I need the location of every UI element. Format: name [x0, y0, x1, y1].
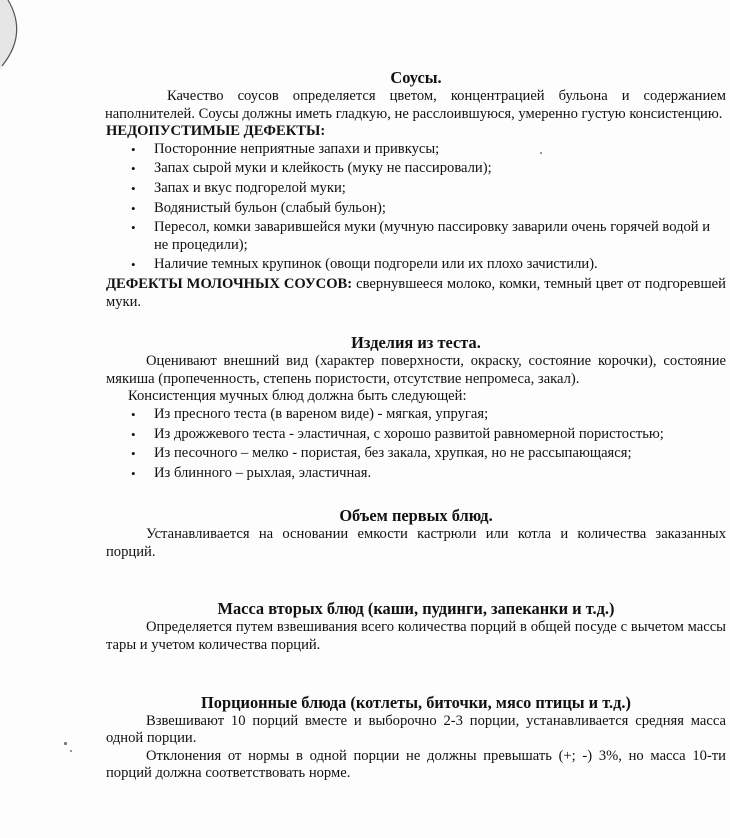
section-title-second-courses: Масса вторых блюд (каши, пудинги, запеканки и т.д.) [217, 599, 615, 619]
section-title-first-courses: Объем первых блюд. [339, 506, 493, 526]
scan-speck [70, 750, 72, 752]
milk-sauce-defects-text: свернувшееся молоко, комки, темный цвет от подгоревшей муки. [106, 275, 726, 310]
list-item: • Из блинного – рыхлая, эластичная. [131, 464, 372, 481]
sauces-defects-heading: НЕДОПУСТИМЫЕ ДЕФЕКТЫ: [106, 123, 326, 140]
dough-intro: Оценивают внешний вид (характер поверхности, окраску, состояние корочки), состояние мякиша (пропеченность, степень пористости, отсутствие непромеса, закал). [106, 353, 726, 387]
section-dough [106, 333, 726, 482]
bullet-icon: • [131, 257, 136, 273]
list-item: • Посторонние неприятные запахи и привкусы; [131, 140, 440, 157]
bullet-icon: • [131, 141, 136, 157]
section-title-sauces: Соусы. [390, 68, 442, 87]
bullet-icon: • [131, 446, 136, 462]
section-title-dough: Изделия из теста. [351, 333, 481, 353]
list-item: • Запах сырой муки и клейкость (муку не пассировали); [131, 160, 492, 177]
portion-dishes-text-2: Отклонения от нормы в одной порции не должны превышать (+; -) 3%, но масса 10-ти порций должна соответствовать норме. [106, 747, 726, 782]
list-item: • Пересол, комки заварившейся муки (мучную пассировку заварили очень горячей водой и не процедили); [131, 219, 711, 253]
list-item: • Наличие темных крупинок (овощи подгорели или их плохо зачистили). [131, 256, 598, 273]
bullet-icon: • [131, 200, 136, 216]
bullet-icon: • [131, 161, 136, 177]
list-item: • Из песочного – мелко - пористая, без закала, хрупкая, но не рассыпающаяся; [131, 445, 632, 462]
list-item: • Из дрожжевого теста - эластичная, с хорошо развитой равномерной пористостью; [131, 425, 664, 442]
bullet-icon: • [131, 426, 136, 442]
section-first-courses [106, 506, 726, 561]
bullet-icon: • [131, 465, 136, 481]
section-title-portion-dishes: Порционные блюда (котлеты, биточки, мясо птицы и т.д.) [201, 692, 631, 712]
dough-consistency-intro: Консистенция мучных блюд должна быть следующей: [128, 388, 467, 405]
scan-speck [64, 742, 67, 745]
list-item: • Водянистый бульон (слабый бульон); [131, 199, 386, 216]
first-courses-text: Устанавливается на основании емкости кастрюли или котла и количества заказанных порций. [106, 526, 726, 560]
dough-consistency-list [106, 406, 726, 482]
milk-sauce-defects-label: ДЕФЕКТЫ МОЛОЧНЫХ СОУСОВ: [106, 275, 353, 292]
second-courses-text: Определяется путем взвешивания всего количества порций в общей посуде с вычетом массы тары и учетом количества порций. [106, 619, 726, 654]
section-portion-dishes [106, 693, 726, 783]
bullet-icon: • [131, 180, 136, 196]
sauces-defects-list [106, 141, 726, 274]
portion-dishes-text-1: Взвешивают 10 порций вместе и выборочно 2-3 порции, устанавливается средняя масса одной порции. [106, 712, 726, 747]
document-body [106, 68, 726, 783]
bullet-icon: • [131, 406, 136, 422]
section-second-courses [106, 599, 726, 654]
page-fold-corner [0, 0, 60, 70]
bullet-icon: • [131, 220, 136, 236]
sauces-intro: Качество соусов определяется цветом, концентрацией бульона и содержанием наполнителей. Соусы должны иметь гладкую, не расслоившуюся, умеренно густую консистенцию. [105, 88, 726, 122]
list-item: • Из пресного теста (в вареном виде) - мягкая, упругая; [131, 405, 489, 422]
milk-sauce-defects [106, 276, 726, 311]
list-item: • Запах и вкус подгорелой муки; [131, 179, 346, 196]
section-sauces [106, 68, 726, 311]
